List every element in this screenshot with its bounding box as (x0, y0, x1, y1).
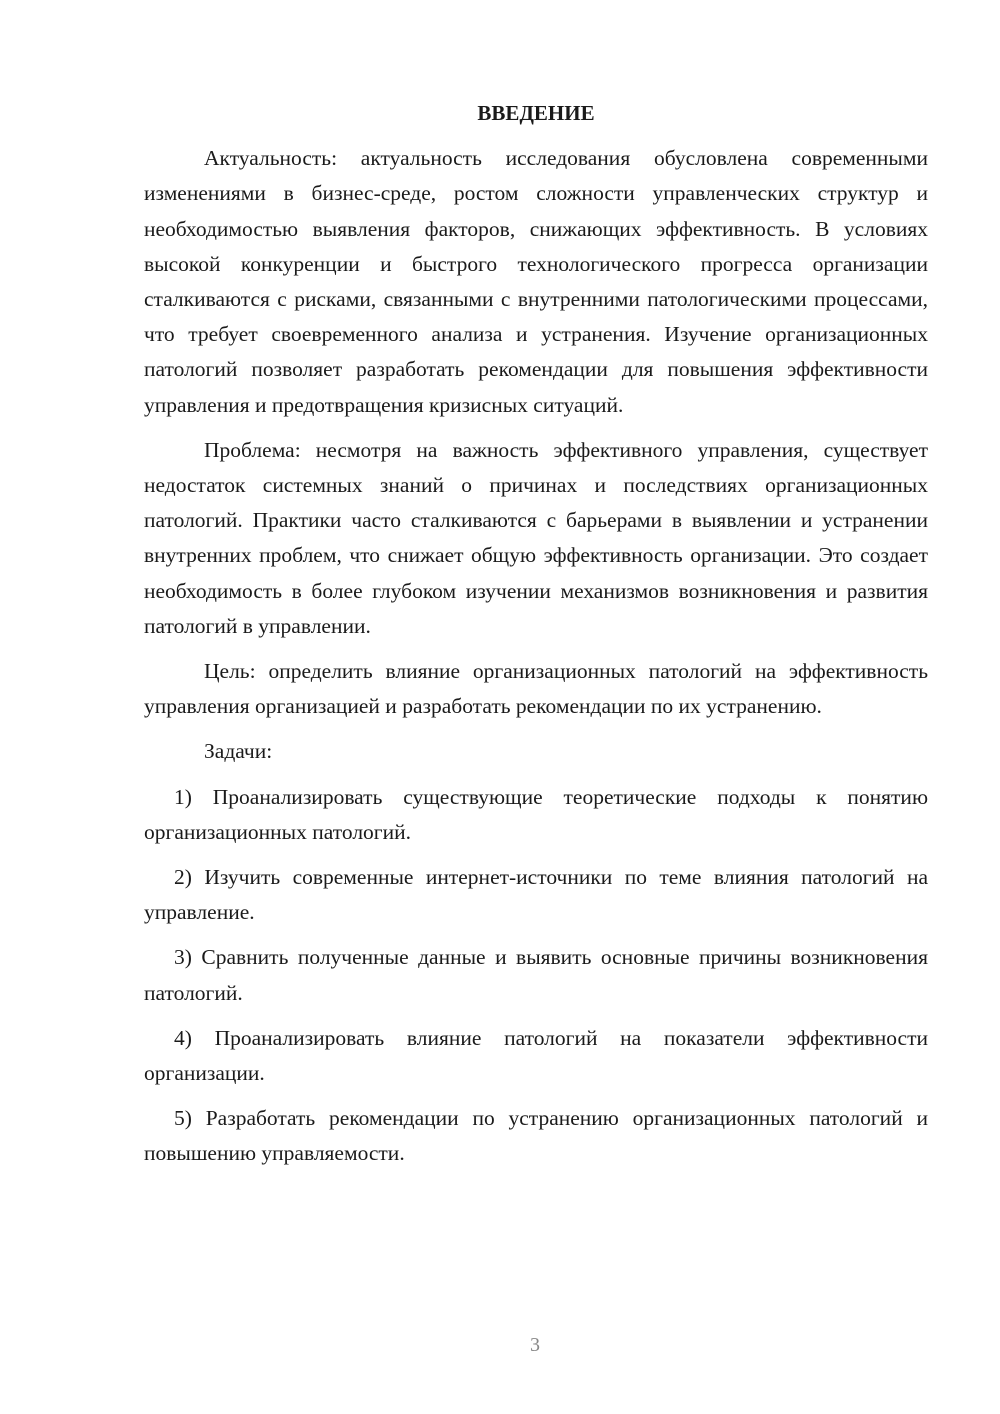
task-item: 3) Сравнить полученные данные и выявить основные причины возникновения патологий. (144, 945, 928, 1005)
relevance-paragraph: Актуальность: актуальность исследования обусловлена современными изменениями в бизнес-среде, ростом сложности управленческих структур и необходимостью выявления факторов, снижающих эффективность. В условиях высокой конкуренции и быстрого технологического прогресса организации сталкиваются с рисками, связанными с внутренними патологическими процессами, что требует своевременного анализа и устранения. Изучение организационных патологий позволяет разработать рекомендации для повышения эффективности управления и предотвращения кризисных ситуаций. (144, 146, 928, 417)
task-item: 1) Проанализировать существующие теоретические подходы к понятию организационных патологий. (144, 784, 928, 844)
task-item: 2) Изучить современные интернет-источники по теме влияния патологий на управление. (144, 865, 928, 925)
tasks-label: Задачи: (204, 739, 273, 764)
page-number: 3 (530, 1334, 540, 1356)
problem-paragraph: Проблема: несмотря на важность эффективного управления, существует недостаток системных знаний о причинах и последствиях организационных патологий. Практики часто сталкиваются с барьерами в выявлении и устранении внутренних проблем, что снижает общую эффективность организации. Это создает необходимость в более глубоком изучении механизмов возникновения и развития патологий в управлении. (144, 437, 928, 638)
page-content (144, 96, 928, 1182)
goal-paragraph: Цель: определить влияние организационных патологий на эффективность управления организацией и разработать рекомендации по их устранению. (144, 659, 928, 719)
page-title: ВВЕДЕНИЕ (477, 101, 595, 125)
task-item: 5) Разработать рекомендации по устранению организационных патологий и повышению управляемости. (144, 1106, 928, 1166)
task-item: 4) Проанализировать влияние патологий на показатели эффективности организации. (144, 1025, 928, 1086)
